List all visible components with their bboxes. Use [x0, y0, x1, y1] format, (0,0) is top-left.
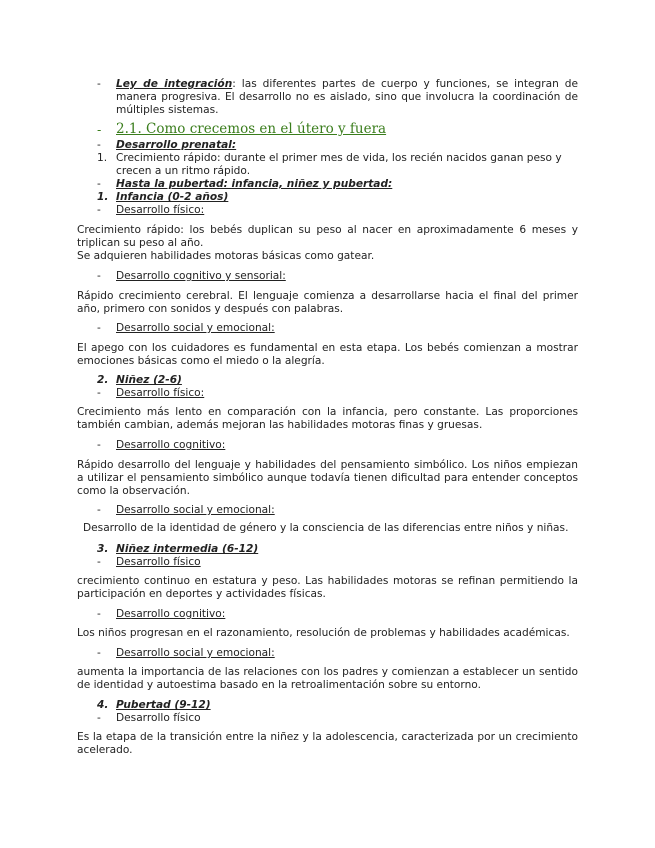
stage-2-title: Niñez (2-6) [116, 374, 182, 386]
stage-2-soc-label: Desarrollo social y emocional: [116, 504, 275, 516]
stage-1-soc-label: Desarrollo social y emocional: [116, 322, 275, 334]
stage-2-fisico-text: Crecimiento más lento en comparación con la infancia, pero constante. Las proporciones también cambian, además mejoran las habilidades motoras finas y gruesas. [77, 406, 578, 431]
bullet-dash: - [97, 556, 101, 568]
stage-2-soc-text: Desarrollo de la identidad de género y la consciencia de las diferencias entre niños y niñas. [83, 522, 569, 534]
stage-3-fisico-label: Desarrollo físico [116, 556, 201, 568]
stage-2-fisico-label: Desarrollo físico: [116, 387, 205, 399]
stage-1-fisico-label: Desarrollo físico: [116, 204, 205, 216]
prenatal-item-line1: Crecimiento rápido: durante el primer mes de vida, los recién nacidos ganan peso y [116, 152, 562, 164]
stage-2-cog-label: Desarrollo cognitivo: [116, 439, 226, 451]
stage-3-cog-text: Los niños progresan en el razonamiento, resolución de problemas y habilidades académicas. [77, 627, 570, 639]
bullet-dash: - [97, 387, 101, 399]
stage-3-soc-text: aumenta la importancia de las relaciones con los padres y comienzan a establecer un sentido de identidad y autoestima basado en la retroalimentación sobre su entorno. [77, 666, 578, 691]
law-title: Ley de integración [116, 78, 233, 90]
stage-1-fisico-text: Crecimiento rápido: los bebés duplican su peso al nacer en aproximadamente 6 meses y triplican su peso al año. [77, 224, 578, 249]
bullet-dash: - [97, 647, 101, 659]
stage-4-fisico-text: Es la etapa de la transición entre la niñez y la adolescencia, caracterizada por un crecimiento acelerado. [77, 731, 578, 756]
law-text: : las diferentes partes de cuerpo y funciones, se integran de manera progresiva. El desarrollo no es aislado, sino que involucra la coordinación de múltiples sistemas. [116, 78, 578, 116]
stage-1-number: 1. [97, 191, 109, 203]
bullet-dash: - [97, 504, 101, 516]
stage-1-fisico-text2: Se adquieren habilidades motoras básicas como gatear. [77, 250, 375, 262]
stage-2-cog-text: Rápido desarrollo del lenguaje y habilidades del pensamiento simbólico. Los niños empiezan a utilizar el pensamiento simbólico aunque todavía tienen dificultad para entender conceptos como la observación. [77, 459, 578, 497]
stage-4-fisico-label: Desarrollo físico [116, 712, 201, 724]
stage-4-number: 4. [97, 699, 109, 711]
bullet-dash: - [97, 270, 101, 282]
hasta-title: Hasta la pubertad: infancia, niñez y pubertad: [116, 178, 393, 190]
stage-2-number: 2. [97, 374, 109, 386]
bullet-dash: - [97, 322, 101, 334]
stage-3-title: Niñez intermedia (6-12) [116, 543, 259, 555]
prenatal-title: Desarrollo prenatal: [116, 139, 237, 151]
section-heading: 2.1. Como crecemos en el útero y fuera [116, 121, 387, 137]
bullet-dash: - [97, 139, 101, 151]
stage-1-title: Infancia (0-2 años) [116, 191, 229, 203]
stage-4-title: Pubertad (9-12) [116, 699, 211, 711]
bullet-dash: - [97, 123, 102, 137]
stage-3-soc-label: Desarrollo social y emocional: [116, 647, 275, 659]
stage-3-fisico-text: crecimiento continuo en estatura y peso. Las habilidades motoras se refinan permitiendo la participación en deportes y actividades físicas. [77, 575, 578, 600]
bullet-dash: - [97, 608, 101, 620]
bullet-dash: - [97, 178, 101, 190]
stage-3-number: 3. [97, 543, 109, 555]
bullet-dash: - [97, 439, 101, 451]
stage-3-cog-label: Desarrollo cognitivo: [116, 608, 226, 620]
prenatal-item-line2: crecen a un ritmo rápido. [116, 165, 251, 177]
stage-1-cog-label: Desarrollo cognitivo y sensorial: [116, 270, 286, 282]
bullet-dash: - [97, 712, 101, 724]
stage-1-soc-text: El apego con los cuidadores es fundamental en esta etapa. Los bebés comienzan a mostrar emociones básicas como el miedo o la alegría. [77, 342, 578, 367]
prenatal-item-number: 1. [97, 152, 108, 164]
bullet-dash: - [97, 78, 101, 90]
law-paragraph [116, 78, 578, 117]
stage-1-cog-text: Rápido crecimiento cerebral. El lenguaje comienza a desarrollarse hacia el final del primer año, primero con sonidos y después con palabras. [77, 290, 578, 315]
bullet-dash: - [97, 204, 101, 216]
